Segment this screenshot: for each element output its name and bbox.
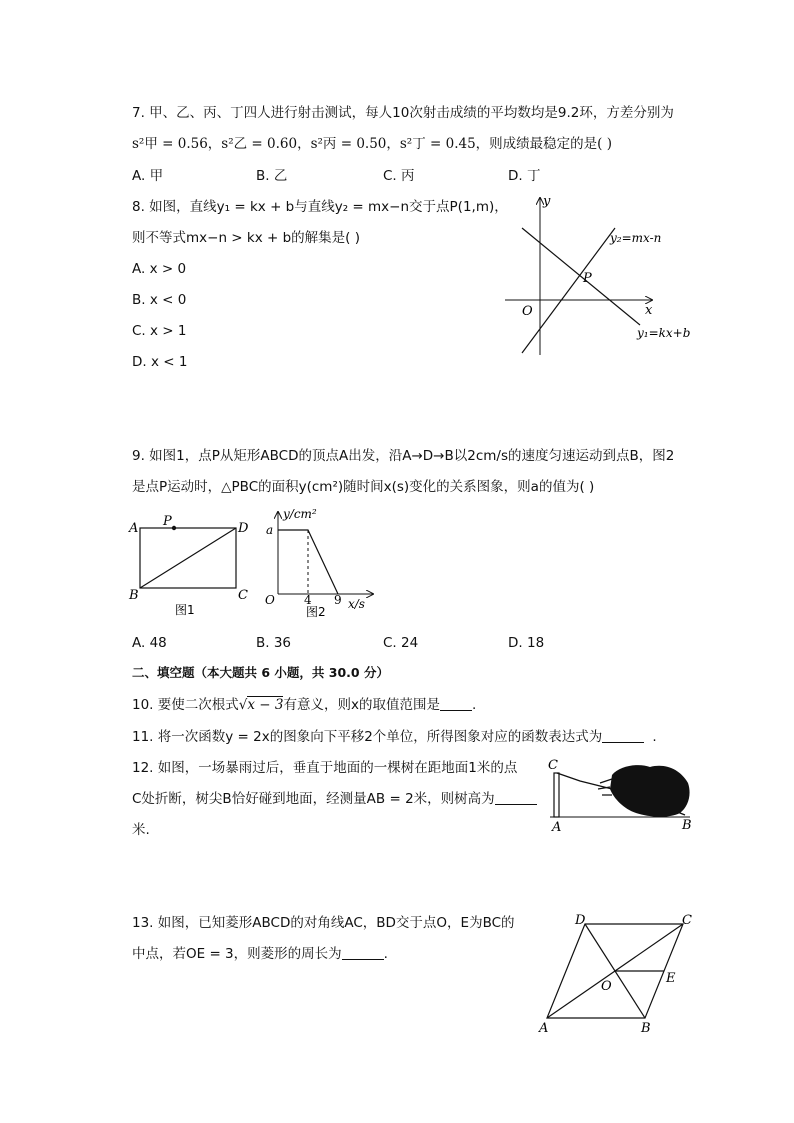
- q9-label-c: C: [238, 588, 248, 603]
- q13-label-b: B: [641, 1021, 651, 1036]
- q9-figure1: [125, 510, 255, 620]
- q9-fig2-xlabel: x/s: [348, 597, 365, 611]
- q8-figure: [500, 190, 700, 360]
- q10-end: .: [471, 697, 477, 713]
- q12-trunk: [554, 773, 559, 817]
- q12-label-a: A: [552, 820, 562, 835]
- q9-label-a: A: [129, 521, 139, 536]
- q10-post: 有意义，则x的取值范围是: [283, 697, 440, 713]
- q12-label-c: C: [548, 758, 558, 773]
- q13-label-c: C: [682, 913, 692, 928]
- q8-option-b: B. x < 0: [132, 292, 187, 308]
- q12-figure: [540, 755, 700, 835]
- q10-sqrt: √x − 3: [238, 697, 284, 713]
- q11-text: [132, 727, 657, 747]
- q9-fig2-tick-9: 9: [334, 593, 342, 607]
- q9-label-b: B: [129, 588, 139, 603]
- q7-line1: 7. 甲、乙、丙、丁四人进行射击测试，每人10次射击成绩的平均数均是9.2环，方差分别为: [132, 105, 674, 121]
- q13-label-d: D: [575, 913, 586, 928]
- q12-line1: 12. 如图，一场暴雨过后，垂直于地面的一棵树在距地面1米的点: [132, 760, 518, 776]
- q13-label-a: A: [539, 1021, 549, 1036]
- q13-blank[interactable]: [342, 945, 384, 960]
- q13-line2: [132, 944, 388, 964]
- q9-figure2: [258, 502, 378, 627]
- q9-fig2-tick-4: 4: [304, 593, 312, 607]
- q9-fig2-a: a: [266, 523, 274, 537]
- q13-end: .: [383, 946, 388, 962]
- q9-option-d: D. 18: [508, 635, 545, 651]
- q13-line2-text: 中点，若OE = 3，则菱形的周长为: [132, 946, 342, 962]
- q8-line-y2-label: y₂=mx-n: [610, 231, 662, 245]
- q8-line1: 8. 如图，直线y₁ = kx + b与直线y₂ = mx−n交于点P(1,m)，: [132, 199, 508, 215]
- q9-fig2-ylabel: y/cm²: [283, 507, 317, 521]
- q12-line3: 米.: [132, 822, 150, 838]
- q10-radicand: x − 3: [247, 697, 284, 713]
- q9-label-p: P: [163, 514, 172, 529]
- q11-blank[interactable]: [602, 728, 644, 743]
- q8-point-p: P: [583, 271, 592, 286]
- q12-label-b: B: [682, 818, 692, 833]
- q8-x-label: x: [645, 303, 653, 318]
- q11-end: .: [652, 729, 657, 745]
- q9-fig2-caption: 图2: [306, 605, 326, 619]
- q13-label-e: E: [666, 971, 676, 986]
- q13-figure: [535, 908, 700, 1038]
- q10-pre: 10. 要使二次根式: [132, 697, 239, 713]
- q9-line2: 是点P运动时，△PBC的面积y(cm²)随时间x(s)变化的关系图象，则a的值为( ): [132, 479, 595, 495]
- q12-line2: [132, 789, 537, 809]
- q8-line-y2: [522, 228, 615, 353]
- q10-text: [132, 695, 476, 715]
- q12-line2-text: C处折断，树尖B恰好碰到地面，经测量AB = 2米，则树高为: [132, 791, 495, 807]
- q8-option-a: A. x > 0: [132, 261, 187, 277]
- q8-line-y1-label: y₁=kx+b: [637, 326, 691, 340]
- section-title-fill-in: 二、填空题（本大题共 6 小题，共 30.0 分）: [132, 665, 389, 680]
- q9-point-p: [172, 526, 176, 530]
- q8-option-d: D. x < 1: [132, 354, 188, 370]
- q9-fig1-caption: 图1: [175, 603, 195, 617]
- q12-foliage: [610, 765, 690, 817]
- q9-option-b: B. 36: [256, 635, 292, 651]
- q9-label-d: D: [238, 521, 249, 536]
- q7-option-b: B. 乙: [256, 168, 288, 184]
- q7-line2: s²甲 = 0.56，s²乙 = 0.60，s²丙 = 0.50，s²丁 = 0.45，则成绩最稳定的是( ): [132, 136, 612, 152]
- q7-option-a: A. 甲: [132, 168, 164, 184]
- q11-body: 11. 将一次函数y = 2x的图象向下平移2个单位，所得图象对应的函数表达式为: [132, 729, 603, 745]
- q8-y-label: y: [543, 194, 551, 209]
- q9-line1: 9. 如图1，点P从矩形ABCD的顶点A出发，沿A→D→B以2cm/s的速度匀速运动到点B，图2: [132, 448, 675, 464]
- q9-fig2-origin: O: [265, 593, 275, 607]
- q8-line2: 则不等式mx−n > kx + b的解集是( ): [132, 230, 360, 246]
- q9-diagonal-bd: [140, 528, 236, 588]
- q7-option-c: C. 丙: [383, 168, 415, 184]
- q8-option-c: C. x > 1: [132, 323, 187, 339]
- q9-option-c: C. 24: [383, 635, 419, 651]
- q7-option-d: D. 丁: [508, 168, 541, 184]
- q9-option-a: A. 48: [132, 635, 167, 651]
- q13-label-o: O: [601, 979, 612, 994]
- q8-origin-label: O: [522, 304, 533, 319]
- q10-blank[interactable]: [440, 696, 472, 711]
- q13-line1: 13. 如图，已知菱形ABCD的对角线AC，BD交于点O，E为BC的: [132, 915, 515, 931]
- q12-blank[interactable]: [495, 790, 537, 805]
